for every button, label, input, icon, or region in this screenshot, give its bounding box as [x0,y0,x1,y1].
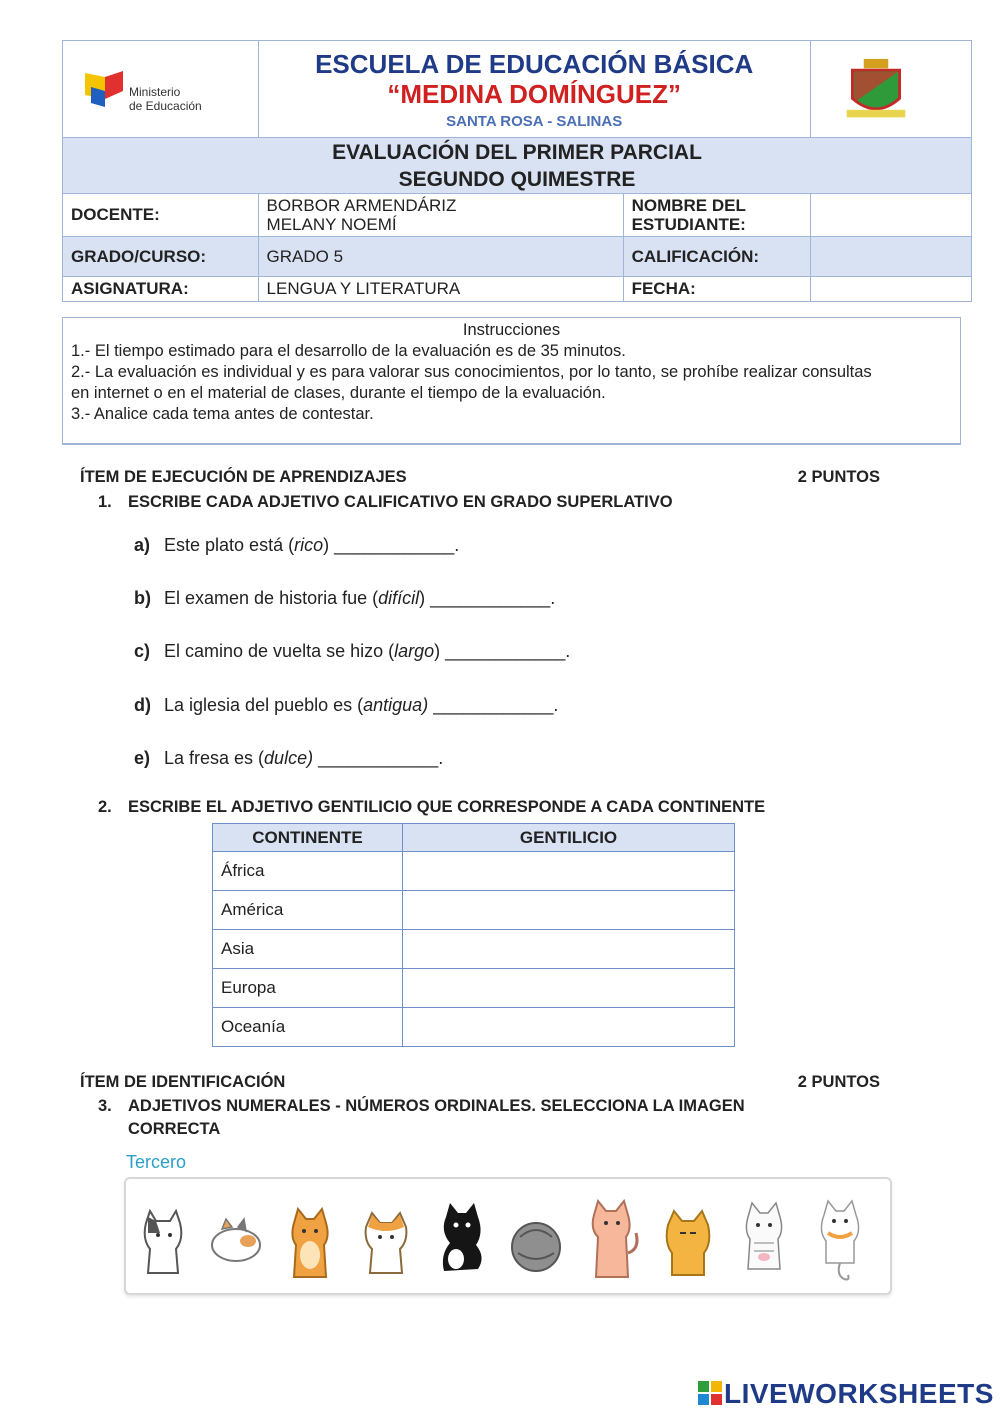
question-3: 3. ADJETIVOS NUMERALES - NÚMEROS ORDINALES. SELECCIONA LA IMAGEN CORRECTA [98,1097,745,1138]
list-item[interactable]: c) El camino de vuelta se hizo (largo) ____________. [134,641,571,661]
instructions-box [62,317,961,445]
nombre-field[interactable] [810,194,971,237]
asignatura-label: ASIGNATURA: [63,277,259,302]
gentilicio-input[interactable] [403,969,735,1008]
instruction-line: 3.- Analice cada tema antes de contestar. [71,405,374,423]
grado-label: GRADO/CURSO: [63,237,259,277]
cat-selection-box [124,1177,892,1295]
column-header-continente: CONTINENTE [213,824,403,852]
school-title-cell [258,41,810,138]
instruction-line: en internet o en el material de clases, durante el tiempo de la evaluación. [71,384,606,402]
nombre-label: NOMBRE DEL ESTUDIANTE: [623,194,810,237]
instructions-title: Instrucciones [462,321,561,339]
asignatura-value: LENGUA Y LITERATURA [258,277,623,302]
cat-icon-8[interactable] [658,1193,718,1283]
question-1: 1. ESCRIBE CADA ADJETIVO CALIFICATIVO EN GRADO SUPERLATIVO [98,493,673,511]
gentilicio-input[interactable] [403,891,735,930]
school-name: ESCUELA DE EDUCACIÓN BÁSICA [315,48,754,79]
table-row: América [213,891,735,930]
ministry-flag-icon [83,69,127,109]
column-header-gentilicio: GENTILICIO [403,824,735,852]
section-identificacion: ÍTEM DE IDENTIFICACIÓN 2 PUNTOS [80,1073,880,1091]
gentilicio-input[interactable] [403,1008,735,1047]
liveworksheets-logo: LIVEWORKSHEETS [698,1378,994,1410]
question-2: 2. ESCRIBE EL ADJETIVO GENTILICIO QUE CORRESPONDE A CADA CONTINENTE [98,798,766,816]
school-crest-cell [810,41,971,138]
cat-icon-5[interactable] [432,1193,492,1283]
ministry-logo-cell [63,41,259,138]
cat-icon-4[interactable] [356,1193,416,1283]
gentilicio-input[interactable] [403,930,735,969]
cat-icon-2[interactable] [204,1193,264,1283]
gentilicio-input[interactable] [403,852,735,891]
school-subtitle: “MEDINA DOMÍNGUEZ” [387,78,682,109]
liveworksheets-icon [698,1381,722,1405]
tercero-label: Tercero [126,1152,187,1172]
cat-icon-7[interactable] [582,1193,642,1283]
cat-icon-10[interactable] [810,1193,870,1283]
cat-icon-1[interactable] [134,1193,194,1283]
docente-value: BORBOR ARMENDÁRIZ MELANY NOEMÍ [258,194,623,237]
section-ejecucion: ÍTEM DE EJECUCIÓN DE APRENDIZAJES 2 PUNTOS [80,468,880,486]
gentilicio-table [212,823,735,1047]
grado-value: GRADO 5 [258,237,623,277]
school-city: SANTA ROSA - SALINAS [446,112,623,130]
docente-label: DOCENTE: [63,194,259,237]
evaluation-title: EVALUACIÓN DEL PRIMER PARCIAL SEGUNDO QUIMESTRE [63,138,972,194]
fecha-label: FECHA: [623,277,810,302]
school-crest-icon [843,55,909,125]
fecha-field[interactable] [810,277,971,302]
table-row: Asia [213,930,735,969]
instruction-line: 1.- El tiempo estimado para el desarrollo de la evaluación es de 35 minutos. [71,342,626,360]
list-item[interactable]: b) El examen de historia fue (difícil) ____________. [134,588,556,608]
calificacion-field[interactable] [810,237,971,277]
calificacion-label: CALIFICACIÓN: [623,237,810,277]
header-table [62,40,972,302]
section-points: 2 PUNTOS [797,1073,880,1091]
list-item[interactable]: d) La iglesia del pueblo es (antigua) ____________. [134,695,559,715]
table-row: Oceanía [213,1008,735,1047]
instruction-line: 2.- La evaluación es individual y es para valorar sus conocimientos, por lo tanto, se prohíbe realizar consultas [71,363,872,381]
list-item[interactable]: e) La fresa es (dulce) ____________. [134,748,444,768]
list-item[interactable]: a) Este plato está (rico) ____________. [134,535,460,555]
table-row: África [213,852,735,891]
table-row: Europa [213,969,735,1008]
ministry-text: Ministerio de Educación [129,85,202,113]
cat-icon-9[interactable] [734,1193,794,1283]
section-points: 2 PUNTOS [797,468,880,486]
cat-icon-3[interactable] [280,1193,340,1283]
cat-icon-6[interactable] [506,1193,566,1283]
